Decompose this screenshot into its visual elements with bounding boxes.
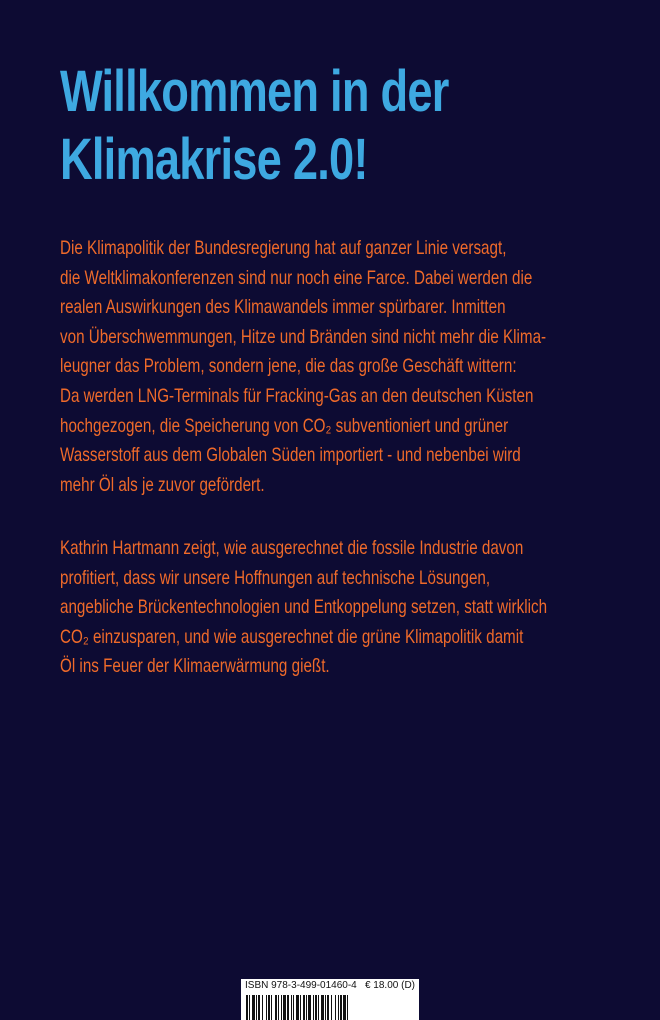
blurb-paragraph-2 <box>60 534 622 682</box>
headline-line-1: Willkommen in der <box>60 59 449 124</box>
blurb-line: die Weltklimakonferenzen sind nur noch eine Farce. Dabei werden die <box>60 266 533 289</box>
blurb-line: Öl ins Feuer der Klimaerwärmung gießt. <box>60 655 330 678</box>
blurb-line: Kathrin Hartmann zeigt, wie ausgerechnet die fossile Industrie davon <box>60 537 524 559</box>
blurb-line: leugner das Problem, sondern jene, die das große Geschäft wittern: <box>60 355 517 378</box>
isbn-number: ISBN 978-3-499-01460-4 <box>245 980 357 991</box>
blurb-line: Da werden LNG-Terminals für Fracking-Gas an den deutschen Küsten <box>60 384 534 407</box>
blurb-line: angebliche Brückentechnologien und Entkoppelung setzen, statt wirklich <box>60 596 548 619</box>
blurb-paragraph-1 <box>60 234 622 500</box>
blurb-line: realen Auswirkungen des Klimawandels immer spürbarer. Inmitten <box>60 296 506 319</box>
blurb-line: mehr Öl als je zuvor gefördert. <box>60 473 265 496</box>
barcode-bars-icon <box>245 995 415 1020</box>
blurb-line: von Überschwemmungen, Hitze und Bränden sind nicht mehr die Klima- <box>60 325 547 348</box>
headline-line-2: Klimakrise 2.0! <box>60 127 368 192</box>
blurb-line: Die Klimapolitik der Bundesregierung hat auf ganzer Linie versagt, <box>60 237 507 259</box>
blurb-line: CO₂ einzusparen, und wie ausgerechnet die grüne Klimapolitik damit <box>60 625 524 648</box>
headline <box>60 58 497 194</box>
price-label: € 18.00 (D) <box>364 980 415 991</box>
blurb-line: profitiert, dass wir unsere Hoffnungen auf technische Lösungen, <box>60 566 491 589</box>
blurb-line: Wasserstoff aus dem Globalen Süden importiert - und nebenbei wird <box>60 444 521 467</box>
blurb-line: hochgezogen, die Speicherung von CO₂ subventioniert und grüner <box>60 414 509 437</box>
isbn-barcode <box>241 979 419 1020</box>
